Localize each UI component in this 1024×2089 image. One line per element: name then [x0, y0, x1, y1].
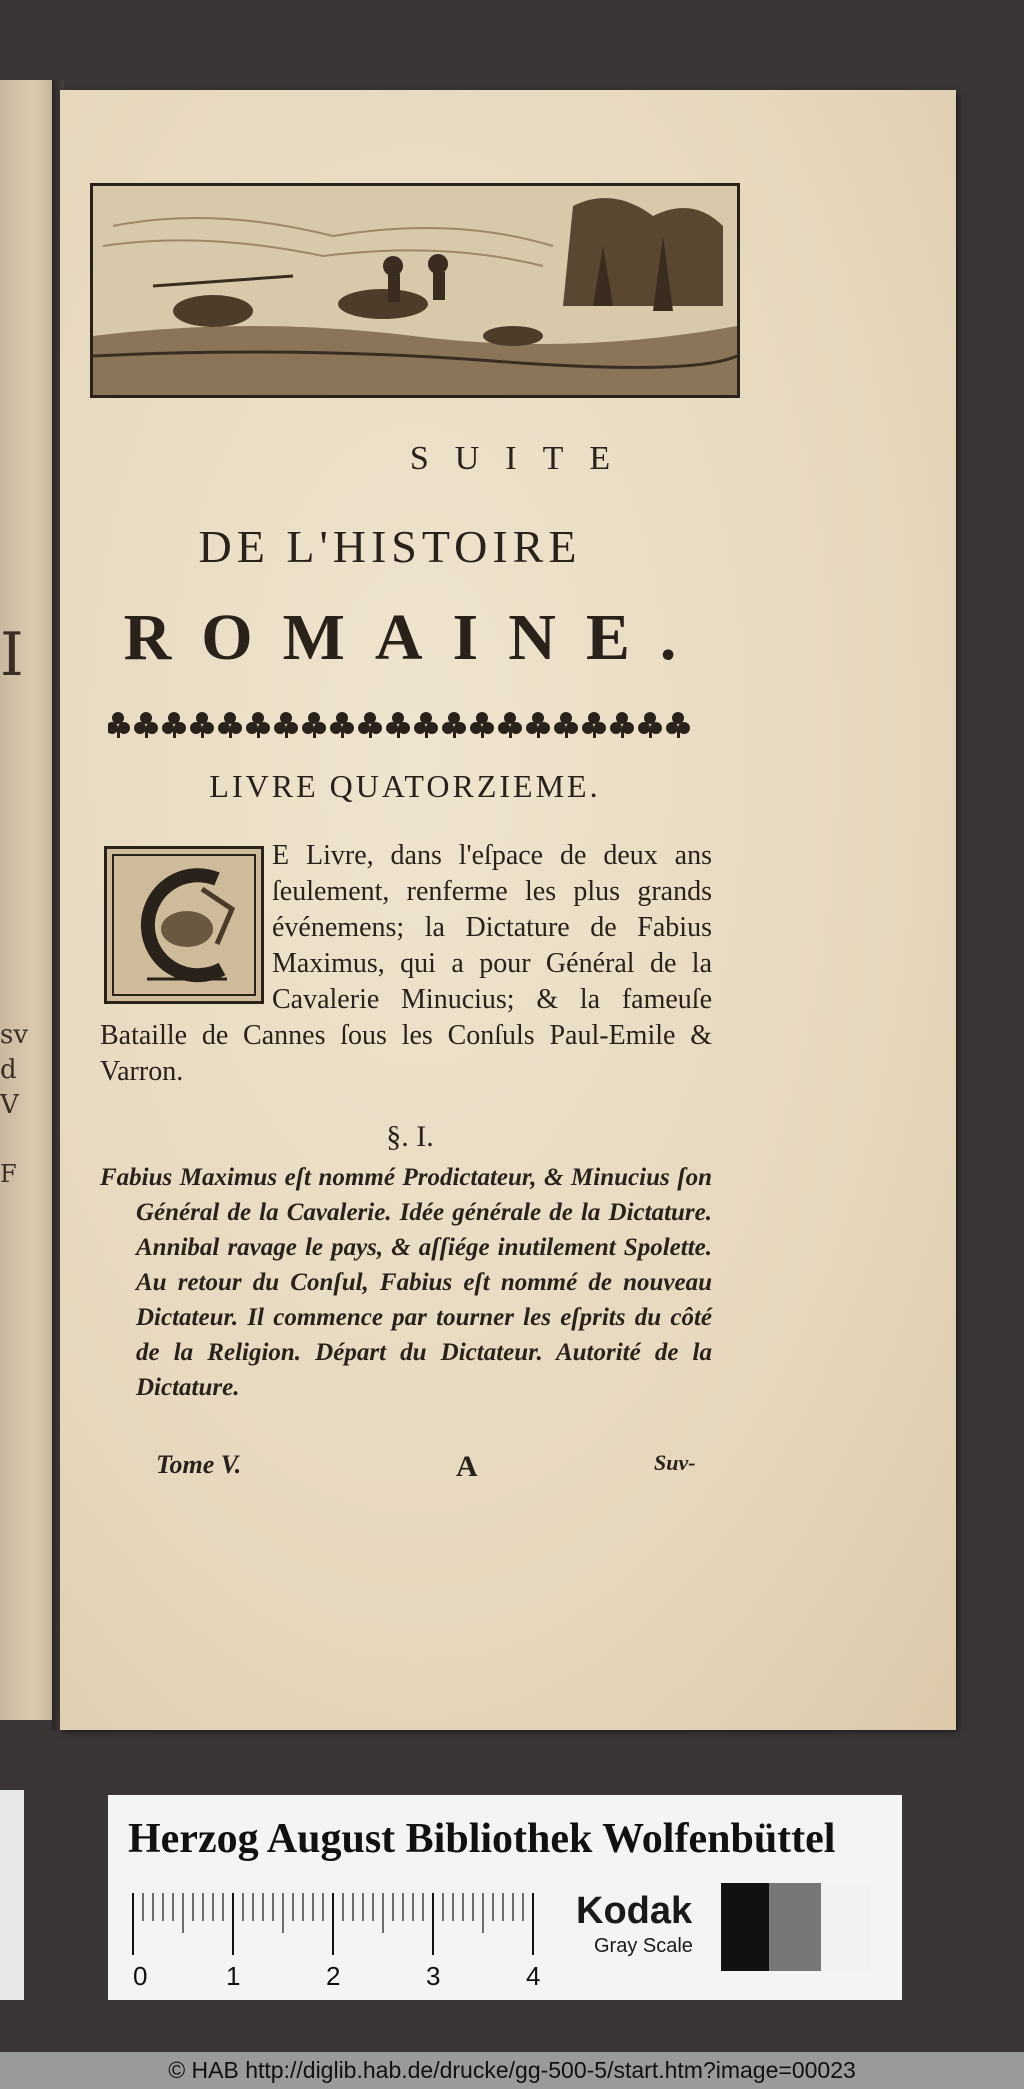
gray-patch-light: [821, 1883, 871, 1971]
signature-mark: A: [456, 1450, 478, 1483]
gray-patch-dark: [721, 1883, 769, 1971]
section-number: §. I.: [386, 1120, 434, 1153]
brand-name: Kodak: [576, 1890, 693, 1932]
scale-card: [108, 1795, 902, 2000]
book-heading: LIVRE QUATORZIEME.: [209, 768, 601, 804]
intro-paragraph: [100, 838, 712, 1090]
copyright-url-bar: © HAB http://diglib.hab.de/drucke/gg-500-5/start.htm?image=00023: [0, 2052, 1024, 2089]
gray-scale-patches: [721, 1883, 871, 1971]
intro-text: E Livre, dans l'eſpace de deux ans ſeulement, renferme les plus grands événemens; la Dictature de Fabius Maximus, qui a pour Général de la Cavalerie Minucius; & la fameuſe Bataille de Cannes ſous les Conſuls Paul-Emile & Varron.: [100, 840, 712, 1087]
catchword: Suv-: [654, 1450, 696, 1475]
section-summary: Fabius Maximus eſt nommé Prodictateur, & Minucius ſon Général de la Cavalerie. Idée générale de la Dictature. Annibal ravage le pays, & aſſiége inutilement Spolette. Au retour du Conſul, Fabius eſt nommé de nouveau Dictateur. Il commence par tourner les eſprits du côté de la Religion. Départ du Dictateur. Autorité de la Dictature.: [100, 1164, 712, 1401]
brand-subtitle: Gray Scale: [594, 1935, 693, 1957]
facing-page-fragment: V: [0, 1090, 19, 1120]
facing-page-fragment: sv: [0, 1020, 29, 1050]
ruler-icon: [132, 1885, 552, 1995]
ruler-label: 4: [526, 1961, 541, 1991]
facing-page-fragment: d: [0, 1055, 17, 1085]
trefoil-ornament-icon: [108, 708, 708, 742]
page-title-line-2: DE L'HISTOIRE: [198, 521, 582, 572]
ruler-label: 3: [426, 1961, 441, 1991]
ruler-label: 1: [226, 1961, 241, 1991]
facing-page-fragment: I: [0, 620, 24, 690]
gray-patch-mid: [769, 1883, 821, 1971]
page-title-line-3: ROMAINE.: [123, 601, 707, 674]
woodcut-vignette-icon: [90, 183, 740, 398]
fleuron-ornament-row: [108, 708, 708, 742]
adjacent-card-edge: [0, 1790, 24, 2000]
facing-page-edge: [0, 80, 58, 1720]
ruler-label: 0: [133, 1961, 148, 1991]
ruler-label: 2: [326, 1961, 341, 1991]
institution-name: Herzog August Bibliothek Wolfenbüttel: [128, 1816, 836, 1862]
volume-label: Tome V.: [156, 1450, 242, 1479]
page-title-line-1: SUITE: [409, 440, 637, 477]
facing-page-fragment: F: [0, 1160, 17, 1188]
